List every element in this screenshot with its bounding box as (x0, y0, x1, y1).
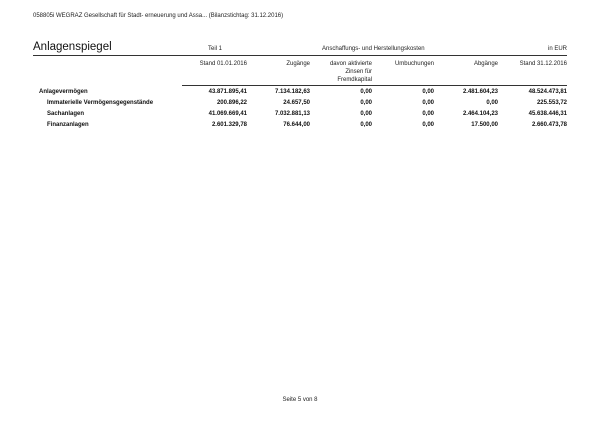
row-label: Sachanlagen (47, 111, 85, 117)
cell-additions: 76.644,00 (283, 122, 310, 128)
cell-opening-balance: 2.601.329,78 (211, 122, 247, 128)
cell-reclassifications: 0,00 (422, 100, 434, 106)
table-row (0, 89, 600, 99)
cell-closing-balance: 2.660.473,78 (531, 122, 567, 128)
row-label: Finanzanlagen (47, 122, 89, 128)
cell-additions: 7.032.881,13 (274, 111, 310, 117)
currency-label: in EUR (547, 46, 567, 52)
column-header-closing-balance: Stand 31.12.2016 (519, 61, 567, 67)
column-header-opening-balance: Stand 01.01.2016 (199, 61, 247, 67)
cell-capitalized-interest: 0,00 (360, 111, 372, 117)
cell-reclassifications: 0,00 (422, 89, 434, 95)
column-header-rule (182, 85, 567, 86)
cell-reclassifications: 0,00 (422, 122, 434, 128)
cell-closing-balance: 45.638.446,31 (528, 111, 567, 117)
table-row (0, 100, 600, 110)
cell-closing-balance: 48.524.473,81 (528, 89, 567, 95)
cell-opening-balance: 200.896,22 (216, 100, 247, 106)
cell-disposals: 0,00 (486, 100, 498, 106)
cell-opening-balance: 43.871.895,41 (208, 89, 247, 95)
table-row (0, 122, 600, 132)
cell-capitalized-interest: 0,00 (360, 122, 372, 128)
cell-disposals: 2.464.104,23 (462, 111, 498, 117)
column-header-interest-line: davon aktivierte (329, 61, 372, 67)
column-header-capitalized-interest (330, 60, 372, 84)
document-title: Anlagenspiegel (33, 41, 112, 53)
cell-capitalized-interest: 0,00 (360, 89, 372, 95)
column-header-interest-line: Zinsen für (345, 69, 372, 75)
column-group-title: Anschaffungs- und Herstellungskosten (322, 46, 425, 52)
column-header-reclassifications: Umbuchungen (394, 61, 434, 67)
cell-reclassifications: 0,00 (422, 111, 434, 117)
cell-closing-balance: 225.553,72 (536, 100, 567, 106)
cell-disposals: 2.481.604,23 (462, 89, 498, 95)
column-header-interest-line: Fremdkapital (337, 77, 372, 83)
cell-capitalized-interest: 0,00 (360, 100, 372, 106)
column-header-additions: Zugänge (286, 61, 310, 67)
table-row (0, 111, 600, 121)
row-label: Anlagevermögen (39, 89, 88, 95)
cell-additions: 7.134.182,63 (274, 89, 310, 95)
cell-additions: 24.657,50 (283, 100, 310, 106)
cell-disposals: 17.500,00 (471, 122, 498, 128)
row-label: Immaterielle Vermögensgegenstände (47, 100, 154, 106)
page-header: 058805i WEGRAZ Gesellschaft für Stadt- erneuerung und Assa... (Bilanzstichtag: 31.12.2016) (33, 13, 284, 19)
page-number: Seite 5 von 8 (282, 397, 318, 403)
part-label: Teil 1 (208, 46, 223, 52)
cell-opening-balance: 41.069.669,41 (208, 111, 247, 117)
header-rule (33, 55, 567, 56)
column-header-disposals: Abgänge (473, 61, 498, 67)
